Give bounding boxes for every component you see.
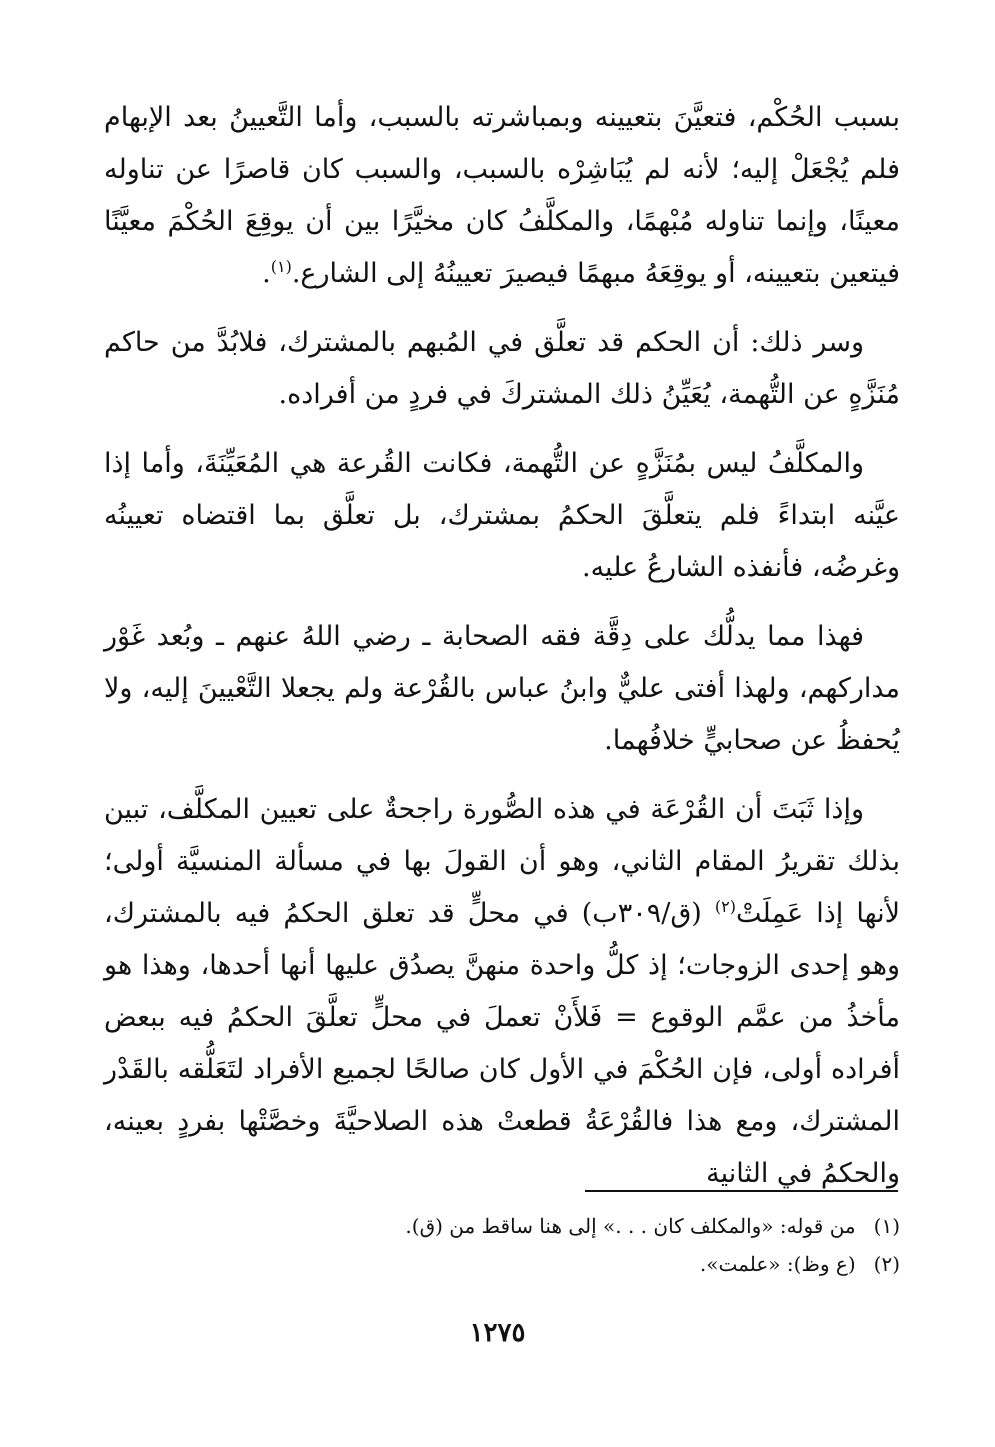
paragraph-5-text-after: (ق/٣٠٩ب) في محلٍّ قد تعلق الحكمُ فيه بالمشترك، وهو إحدى الزوجات؛ إذ كلُّ واحدة منهنَّ يصدُق عليها أنها أحدها، وهذا هو مأخذُ من عمَّم الوقوع = فَلأَنْ تعملَ في محلٍّ تعلَّقَ الحكمُ فيه ببعض أفراده أولى، فإن الحُكْمَ في الأول كان صالحًا لجميع الأفراد لتَعَلُّقه بالقَدْر المشترك، ومع هذا فالقُرْعَةُ قطعتْ هذه الصلاحيَّةَ وخصَّتْها بفردٍ بعينه، والحكمُ في الثانية bbox=[104, 898, 900, 1189]
paragraph-4: فهذا مما يدلُّك على دِقَّة فقه الصحابة ـ رضي اللهُ عنهم ـ وبُعد غَوْر مداركهم، ولهذا أفتى عليٌّ وابنُ عباس بالقُرْعة ولم يجعلا التَّعْيينَ إليه، ولا يُحفظُ عن صحابيٍّ خلافُهما. bbox=[104, 621, 900, 756]
paragraph-1-tail: . bbox=[262, 258, 271, 289]
footnote-2 bbox=[104, 1245, 900, 1283]
paragraph-1 bbox=[104, 92, 900, 300]
paragraph-5 bbox=[104, 784, 900, 1200]
footnote-1-text: من قوله: «والمكلف كان . . .» إلى هنا ساقط من (ق). bbox=[405, 1214, 856, 1238]
footnote-ref-2: (٢) bbox=[714, 897, 737, 916]
paragraph-3: والمكلَّفُ ليس بمُنَزَّهٍ عن التُّهمة، فكانت القُرعة هي المُعَيِّنَةَ، وأما إذا عيَّنه ابتداءً فلم يتعلَّقَ الحكمُ بمشترك، بل تعلَّق بما اقتضاه تعيينُه وغرضُه، فأنفذه الشارعُ عليه. bbox=[104, 448, 900, 583]
footnote-ref-1: (١) bbox=[270, 257, 292, 276]
paragraph-1-text: بسبب الحُكْم، فتعيَّنَ بتعيينه وبمباشرته بالسبب، وأما التَّعيينُ بعد الإبهام فلم يُجْعَلْ إليه؛ لأنه لم يُبَاشِرْه بالسبب، والسبب كان قاصرًا عن تناوله معينًا، وإنما تناوله مُبْهمًا، والمكلَّفُ كان مخيَّرًا بين أن يوقِعَ الحُكْمَ معيَّنًا فيتعين بتعيينه، أو يوقِعَهُ مبهمًا فيصيرَ تعيينُهُ إلى الشارع. bbox=[104, 102, 901, 289]
paragraph-2: وسر ذلك: أن الحكم قد تعلَّق في المُبهم بالمشترك، فلابُدَّ من حاكم مُنَزَّهٍ عن التُّهمة، يُعَيِّنُ ذلك المشتركَ في فردٍ من أفراده. bbox=[104, 327, 900, 410]
page-number: ١٢٧٥ bbox=[469, 1318, 526, 1348]
main-text bbox=[104, 92, 900, 1217]
footnote-1-number: (١) bbox=[873, 1214, 900, 1238]
footnotes bbox=[104, 1207, 900, 1283]
footnote-1 bbox=[104, 1207, 900, 1245]
footnote-separator bbox=[585, 1190, 898, 1192]
footnote-2-number: (٢) bbox=[873, 1252, 900, 1276]
footnote-2-text: (ع وظ): «علمت». bbox=[699, 1252, 856, 1276]
paragraph-5-text-before: وإذا ثَبَتَ أن القُرْعَة في هذه الصُّورة راجحةٌ على تعيين المكلَّف، تبين بذلك تقريرُ المقام الثاني، وهو أن القولَ بها في مسألة المنسيَّة أولى؛ لأنها إذا عَمِلَتْ bbox=[104, 794, 900, 929]
